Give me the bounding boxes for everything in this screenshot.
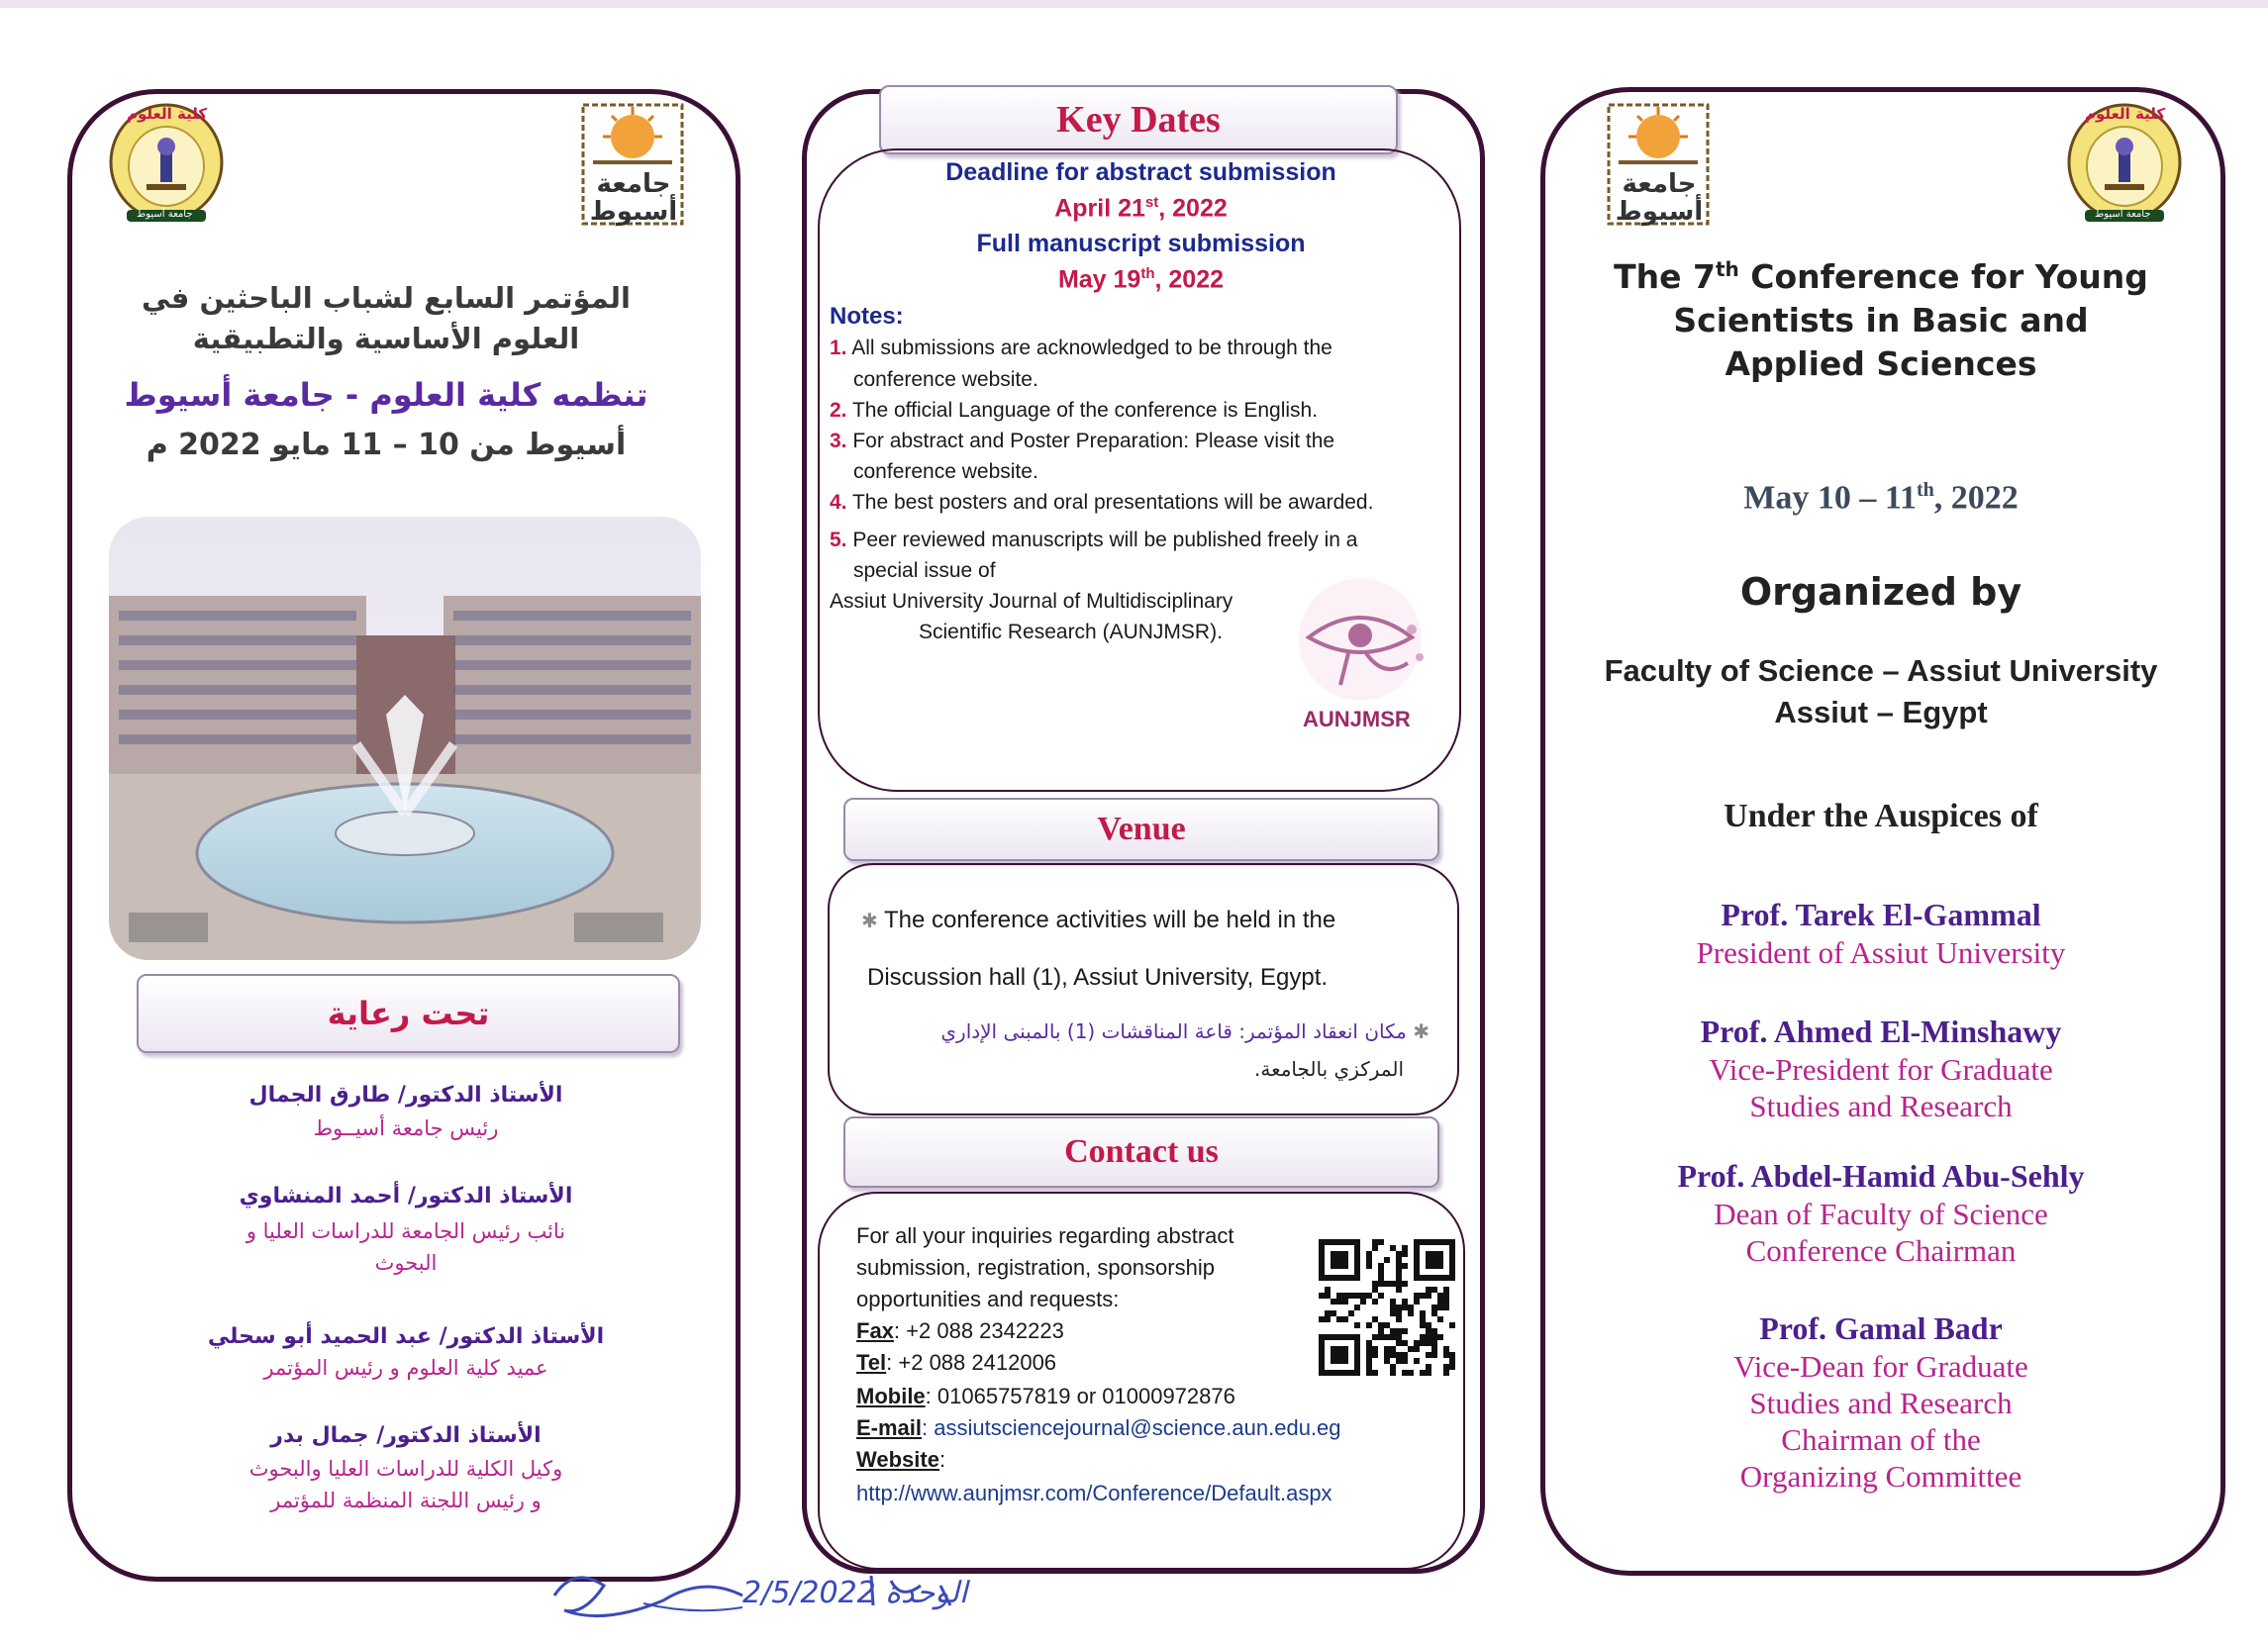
patron-role: Conference Chairman <box>1745 1233 2017 1268</box>
ar-patron-name: الأستاذ الدكتور/ طارق الجمال <box>248 1083 563 1108</box>
note-text: The official Language of the conference is English. <box>851 399 1319 422</box>
manuscript-date-post: , 2022 <box>1154 265 1225 294</box>
arabic-title-line1: المؤتمر السابع لشباب الباحثين في <box>142 281 631 315</box>
qr-code[interactable] <box>1319 1239 1455 1376</box>
key-dates-title: Key Dates <box>1056 99 1221 141</box>
abstract-deadline-label: Deadline for abstract submission <box>945 158 1336 186</box>
note-text: Scientific Research (AUNJMSR). <box>919 621 1223 643</box>
email-value[interactable]: : assiutsciencejournal@science.aun.edu.eg <box>922 1415 1341 1440</box>
fax-value: : +2 088 2342223 <box>893 1318 1064 1343</box>
venue-banner <box>843 798 1439 861</box>
note-item <box>830 430 1334 453</box>
ar-patron-name: الأستاذ الدكتور/ عبد الحميد أبو سحلي <box>207 1324 605 1349</box>
faculty-of-science-logo <box>2065 103 2184 227</box>
patron-name: Prof. Ahmed El-Minshawy <box>1700 1014 2062 1049</box>
contact-intro: For all your inquiries regarding abstract <box>856 1223 1234 1248</box>
faculty-of-science-logo <box>107 103 226 227</box>
date-post: , 2022 <box>1933 479 2019 517</box>
manuscript-date-sup: th <box>1140 265 1155 282</box>
note-text: Peer reviewed manuscripts will be published freely in a <box>852 529 1358 551</box>
aunjmsr-logo-text: AUNJMSR <box>1303 707 1411 731</box>
assiut-university-logo <box>581 103 685 228</box>
abstract-deadline-date <box>832 194 1450 223</box>
abstract-date-post: , 2022 <box>1158 194 1228 223</box>
abstract-date-pre: April 21 <box>1054 194 1145 223</box>
contact-title: Contact us <box>1064 1133 1219 1170</box>
logo-text: كلية العلوم <box>127 105 208 123</box>
assiut-university-logo <box>1607 103 1711 228</box>
patron-role: Studies and Research <box>1749 1089 2013 1123</box>
venue-line1: The conference activities will be held in the <box>884 907 1336 933</box>
venue-text-en <box>861 907 1435 934</box>
tel-line <box>856 1350 1056 1376</box>
note-text: conference website. <box>853 460 1038 483</box>
venue-ar-line2: المركزي بالجامعة. <box>1253 1057 1404 1081</box>
ar-patron-role: وكيل الكلية للدراسات العليا والبحوث <box>248 1457 563 1481</box>
title-sup: th <box>1715 257 1739 281</box>
note-text: special issue of <box>853 559 996 582</box>
note-item <box>830 529 1357 552</box>
patron-role: Studies and Research <box>1749 1386 2013 1420</box>
organizer-line1: Faculty of Science – Assiut University <box>1604 653 2158 688</box>
patron-role: Organizing Committee <box>1739 1459 2022 1494</box>
ar-patron-role: عميد كلية العلوم و رئيس المؤتمر <box>263 1356 548 1380</box>
logo-subtext: جامعة أسيوط <box>137 209 193 220</box>
patron-role: President of Assiut University <box>1696 935 2066 970</box>
note-item <box>830 399 1318 423</box>
handwritten-note: الوحدة 2/5/2022 <box>742 1576 968 1610</box>
patronage-banner-title: تحت رعاية <box>327 995 490 1032</box>
title-post: Conference for Young <box>1738 257 2148 296</box>
patron-role: Dean of Faculty of Science <box>1714 1197 2048 1231</box>
arabic-organizer: تنظمه كلية العلوم - جامعة أسيوط <box>124 376 648 414</box>
note-number: 5. <box>830 529 847 551</box>
venue-ar-line1: مكان انعقاد المؤتمر: قاعة المناقشات (1) بالمبنى الإداري <box>940 1019 1407 1043</box>
title-pre: The 7 <box>1614 257 1716 296</box>
ar-patron-role: نائب رئيس الجامعة للدراسات العليا و البحوث <box>246 1219 566 1275</box>
note-text: The best posters and oral presentations will be awarded. <box>851 491 1374 514</box>
arabic-title-line2: العلوم الأساسية والتطبيقية <box>192 322 580 355</box>
contact-intro: opportunities and requests: <box>856 1287 1120 1311</box>
mobile-label: Mobile <box>856 1384 926 1408</box>
fax-line <box>856 1318 1064 1344</box>
ar-patron-name: الأستاذ الدكتور/ جمال بدر <box>270 1423 542 1448</box>
conference-title-line3: Applied Sciences <box>1725 344 2037 383</box>
aunjmsr-logo <box>1289 568 1437 744</box>
email-line <box>856 1415 1341 1441</box>
manuscript-date-pre: May 19 <box>1057 265 1141 294</box>
patron-name: Prof. Tarek El-Gammal <box>1721 897 2041 932</box>
website-line <box>856 1447 945 1473</box>
website-link[interactable]: http://www.aunjmsr.com/Conference/Default.aspx <box>856 1481 1332 1505</box>
note-text: For abstract and Poster Preparation: Please visit the <box>852 430 1335 452</box>
ar-patron-role: و رئيس اللجنة المنظمة للمؤتمر <box>270 1489 542 1512</box>
patron-role: Vice-President for Graduate <box>1709 1052 2053 1087</box>
conference-title-line2: Scientists in Basic and <box>1673 301 2089 339</box>
venue-line2: Discussion hall (1), Assiut University, Egypt. <box>867 964 1329 991</box>
logo-text: جامعة أسيوط <box>1615 169 1704 227</box>
mobile-value: : 01065757819 or 01000972876 <box>925 1384 1235 1408</box>
manuscript-deadline-label: Full manuscript submission <box>976 230 1306 257</box>
note-item <box>830 337 1332 360</box>
venue-title: Venue <box>1097 811 1186 847</box>
note-number: 3. <box>830 430 847 452</box>
handwritten-signature <box>544 1556 1178 1635</box>
organized-by: Organized by <box>1739 570 2022 614</box>
manuscript-deadline-date <box>832 265 1450 294</box>
note-number: 2. <box>830 399 847 422</box>
note-text: All submissions are acknowledged to be through the <box>851 337 1332 359</box>
fax-label: Fax <box>856 1318 894 1343</box>
contact-intro: submission, registration, sponsorship <box>856 1255 1215 1280</box>
logo-text: كلية العلوم <box>2085 105 2166 123</box>
university-building-photo <box>109 517 701 960</box>
logo-text: جامعة أسيوط <box>589 169 678 227</box>
arabic-dates: أسيوط من 10 – 11 مايو 2022 م <box>146 428 627 462</box>
organizer-line2: Assiut – Egypt <box>1774 695 1988 729</box>
tel-label: Tel <box>856 1350 887 1375</box>
email-label: E-mail <box>856 1415 923 1440</box>
conference-title <box>1564 247 2198 386</box>
note-text: conference website. <box>853 368 1038 391</box>
venue-text-ar <box>857 1019 1430 1043</box>
date-pre: May 10 – 11 <box>1743 479 1917 517</box>
auspices-heading: Under the Auspices of <box>1724 798 2038 834</box>
asterisk-icon: ✱ <box>1413 1019 1430 1043</box>
logo-subtext: جامعة أسيوط <box>2095 209 2151 220</box>
conference-date <box>1564 479 2198 517</box>
ar-patron-name: الأستاذ الدكتور/ أحمد المنشاوي <box>239 1184 573 1209</box>
asterisk-icon: ✱ <box>861 911 878 932</box>
note-number: 1. <box>830 337 847 359</box>
abstract-date-sup: st <box>1144 194 1159 211</box>
key-dates-banner <box>879 85 1398 154</box>
website-colon: : <box>938 1447 946 1472</box>
date-sup: th <box>1916 479 1934 501</box>
conference-title-line1 <box>1564 247 2198 299</box>
top-strip <box>0 0 2268 8</box>
patron-role: Vice-Dean for Graduate <box>1733 1349 2028 1384</box>
note-number: 4. <box>830 491 847 514</box>
notes-title: Notes: <box>830 303 904 330</box>
tel-value: : +2 088 2412006 <box>886 1350 1057 1375</box>
website-label: Website <box>856 1447 939 1472</box>
ar-patron-role: رئيس جامعة أسيــوط <box>313 1116 499 1140</box>
note-item <box>830 491 1373 515</box>
patron-name: Prof. Gamal Badr <box>1759 1310 2003 1346</box>
patronage-banner <box>137 974 680 1053</box>
contact-banner <box>843 1116 1439 1188</box>
patron-name: Prof. Abdel-Hamid Abu-Sehly <box>1677 1158 2085 1194</box>
note-text: Assiut University Journal of Multidisciplinary <box>830 590 1233 613</box>
patron-role: Chairman of the <box>1781 1422 1981 1457</box>
mobile-line <box>856 1384 1235 1409</box>
